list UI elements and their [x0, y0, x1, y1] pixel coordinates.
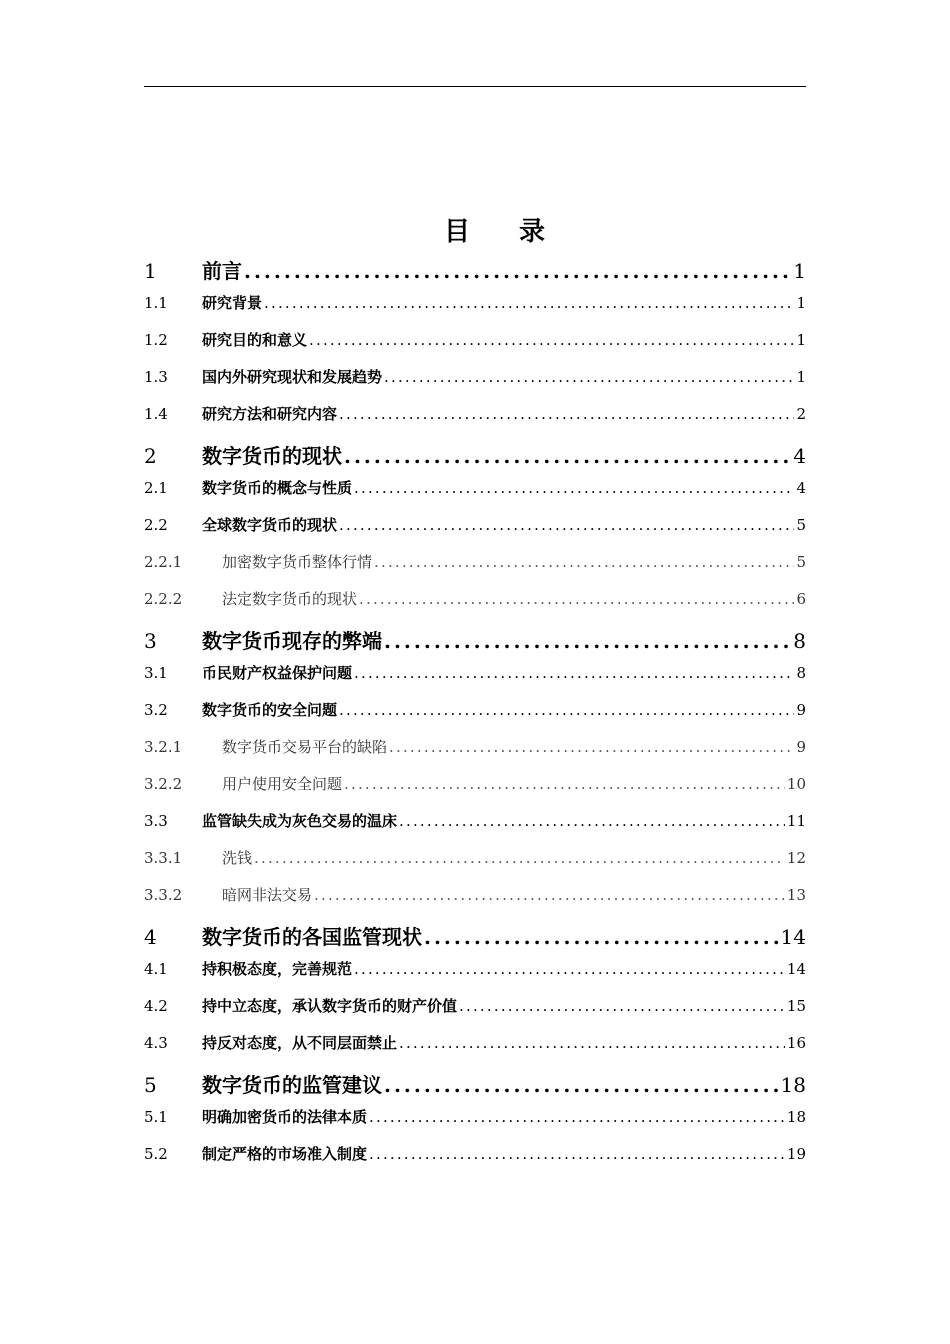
toc-entry-leader	[254, 849, 785, 867]
toc-entry-title: 明确加密货币的法律本质	[202, 1108, 368, 1126]
toc-entry-title: 数字货币的现状	[202, 444, 342, 468]
toc-entry-leader	[374, 553, 794, 571]
toc-entry-leader	[344, 775, 785, 793]
toc-entry-leader	[344, 444, 791, 468]
toc-list	[144, 255, 806, 1180]
toc-entry-title: 持积极态度，完善规范	[202, 960, 353, 978]
toc-entry-title: 数字货币的各国监管现状	[202, 925, 422, 949]
toc-entry-number: 1.4	[144, 405, 168, 423]
toc-entry-title: 持反对态度，从不同层面禁止	[202, 1034, 398, 1052]
toc-entry-page: 19	[786, 1145, 806, 1163]
toc-entry-page: 15	[786, 997, 806, 1015]
toc-entry-page: 14	[786, 960, 806, 978]
toc-entry[interactable]	[144, 958, 806, 995]
toc-entry-leader	[309, 331, 794, 349]
toc-entry-page: 16	[786, 1034, 806, 1052]
toc-entry-number: 2.1	[144, 479, 168, 497]
toc-entry-page: 6	[796, 590, 806, 608]
toc-entry-number: 1.1	[144, 294, 168, 312]
toc-entry-title: 持中立态度，承认数字货币的财产价值	[202, 997, 458, 1015]
toc-entry-leader	[399, 812, 785, 830]
toc-entry-title: 数字货币的监管建议	[202, 1073, 382, 1097]
toc-title	[0, 214, 950, 250]
toc-entry-leader	[424, 925, 779, 949]
toc-entry-leader	[399, 1034, 785, 1052]
toc-entry[interactable]	[144, 329, 806, 366]
toc-entry-number: 4.3	[144, 1034, 168, 1052]
toc-entry-number: 2.2	[144, 516, 168, 534]
toc-entry-page: 12	[786, 849, 806, 867]
toc-entry-leader	[339, 516, 794, 534]
toc-entry-page: 9	[796, 738, 806, 756]
toc-entry-leader	[384, 368, 794, 386]
toc-entry-page: 2	[796, 405, 806, 423]
toc-entry-number: 1.3	[144, 368, 168, 386]
toc-entry[interactable]	[144, 403, 806, 440]
toc-entry-number: 1.2	[144, 331, 168, 349]
toc-entry-page: 18	[780, 1073, 806, 1097]
toc-entry-number: 5.2	[144, 1145, 168, 1163]
toc-entry-page: 14	[780, 925, 806, 949]
toc-entry-leader	[354, 664, 794, 682]
toc-entry-title: 监管缺失成为灰色交易的温床	[202, 812, 398, 830]
toc-entry-title: 全球数字货币的现状	[202, 516, 338, 534]
toc-entry[interactable]	[144, 255, 806, 292]
toc-entry-number: 5.1	[144, 1108, 168, 1126]
toc-entry-title: 币民财产权益保护问题	[202, 664, 353, 682]
toc-entry-page: 10	[786, 775, 806, 793]
toc-entry-title: 制定严格的市场准入制度	[202, 1145, 368, 1163]
toc-entry-title: 加密数字货币整体行情	[222, 553, 373, 571]
toc-entry-title: 暗网非法交易	[222, 886, 313, 904]
toc-entry-number: 3.2.1	[144, 738, 183, 756]
toc-entry[interactable]	[144, 847, 806, 884]
toc-entry-title: 研究背景	[202, 294, 263, 312]
toc-entry[interactable]	[144, 625, 806, 662]
toc-entry[interactable]	[144, 551, 806, 588]
toc-entry-leader	[384, 629, 791, 653]
toc-entry-leader	[459, 997, 785, 1015]
toc-entry[interactable]	[144, 1106, 806, 1143]
toc-entry-number: 3.3.2	[144, 886, 183, 904]
toc-entry-page: 11	[786, 812, 806, 830]
toc-entry[interactable]	[144, 292, 806, 329]
toc-entry[interactable]	[144, 514, 806, 551]
toc-entry[interactable]	[144, 1032, 806, 1069]
toc-entry-page: 5	[796, 516, 806, 534]
toc-entry-title: 前言	[202, 259, 242, 283]
toc-entry[interactable]	[144, 662, 806, 699]
toc-entry-number: 3.2	[144, 701, 168, 719]
toc-entry-leader	[389, 738, 794, 756]
toc-entry-number: 4.2	[144, 997, 168, 1015]
toc-entry-page: 8	[793, 629, 806, 653]
toc-entry-page: 9	[796, 701, 806, 719]
toc-entry-number: 2	[144, 444, 157, 468]
toc-entry[interactable]	[144, 366, 806, 403]
toc-entry-number: 3.2.2	[144, 775, 183, 793]
toc-entry-title: 数字货币交易平台的缺陷	[222, 738, 388, 756]
toc-entry-page: 1	[796, 294, 806, 312]
toc-entry[interactable]	[144, 736, 806, 773]
header-rule	[144, 86, 806, 87]
toc-entry-leader	[354, 960, 785, 978]
toc-entry-number: 4.1	[144, 960, 168, 978]
toc-entry-page: 18	[786, 1108, 806, 1126]
toc-entry-leader	[339, 405, 794, 423]
toc-entry-page: 13	[786, 886, 806, 904]
toc-entry-title: 数字货币的概念与性质	[202, 479, 353, 497]
toc-entry-number: 2.2.2	[144, 590, 183, 608]
toc-entry-number: 2.2.1	[144, 553, 183, 571]
toc-entry-number: 4	[144, 925, 157, 949]
toc-entry[interactable]	[144, 699, 806, 736]
toc-entry-leader	[244, 259, 791, 283]
toc-entry-page: 1	[793, 259, 806, 283]
toc-entry[interactable]	[144, 884, 806, 921]
toc-entry-leader	[359, 590, 794, 608]
toc-entry-page: 5	[796, 553, 806, 571]
toc-entry-title: 数字货币现存的弊端	[202, 629, 382, 653]
toc-entry-leader	[354, 479, 794, 497]
toc-entry[interactable]	[144, 1143, 806, 1180]
toc-entry-number: 3	[144, 629, 157, 653]
toc-entry-page: 4	[793, 444, 806, 468]
toc-entry-number: 1	[144, 259, 157, 283]
toc-entry-title: 法定数字货币的现状	[222, 590, 358, 608]
toc-title-right: 录	[519, 217, 547, 247]
toc-entry-title: 国内外研究现状和发展趋势	[202, 368, 383, 386]
toc-entry-leader	[339, 701, 794, 719]
toc-entry[interactable]	[144, 588, 806, 625]
toc-entry-number: 3.1	[144, 664, 168, 682]
toc-entry-title: 用户使用安全问题	[222, 775, 343, 793]
toc-entry-leader	[369, 1108, 785, 1126]
toc-entry-page: 8	[796, 664, 806, 682]
toc-entry-page: 1	[796, 331, 806, 349]
toc-entry[interactable]	[144, 773, 806, 810]
toc-entry[interactable]	[144, 440, 806, 477]
toc-entry-title: 研究目的和意义	[202, 331, 308, 349]
toc-entry-leader	[384, 1073, 779, 1097]
toc-entry-number: 3.3	[144, 812, 168, 830]
toc-entry-leader	[369, 1145, 785, 1163]
toc-entry-page: 4	[796, 479, 806, 497]
toc-entry-title: 研究方法和研究内容	[202, 405, 338, 423]
toc-entry-title: 数字货币的安全问题	[202, 701, 338, 719]
toc-entry[interactable]	[144, 477, 806, 514]
toc-entry-number: 5	[144, 1073, 157, 1097]
toc-entry[interactable]	[144, 995, 806, 1032]
toc-entry[interactable]	[144, 921, 806, 958]
toc-entry-leader	[264, 294, 794, 312]
toc-entry-leader	[314, 886, 785, 904]
toc-entry-number: 3.3.1	[144, 849, 183, 867]
toc-entry-page: 1	[796, 368, 806, 386]
toc-entry[interactable]	[144, 810, 806, 847]
toc-title-left: 目	[443, 217, 471, 247]
toc-entry[interactable]	[144, 1069, 806, 1106]
toc-entry-title: 洗钱	[222, 849, 253, 867]
